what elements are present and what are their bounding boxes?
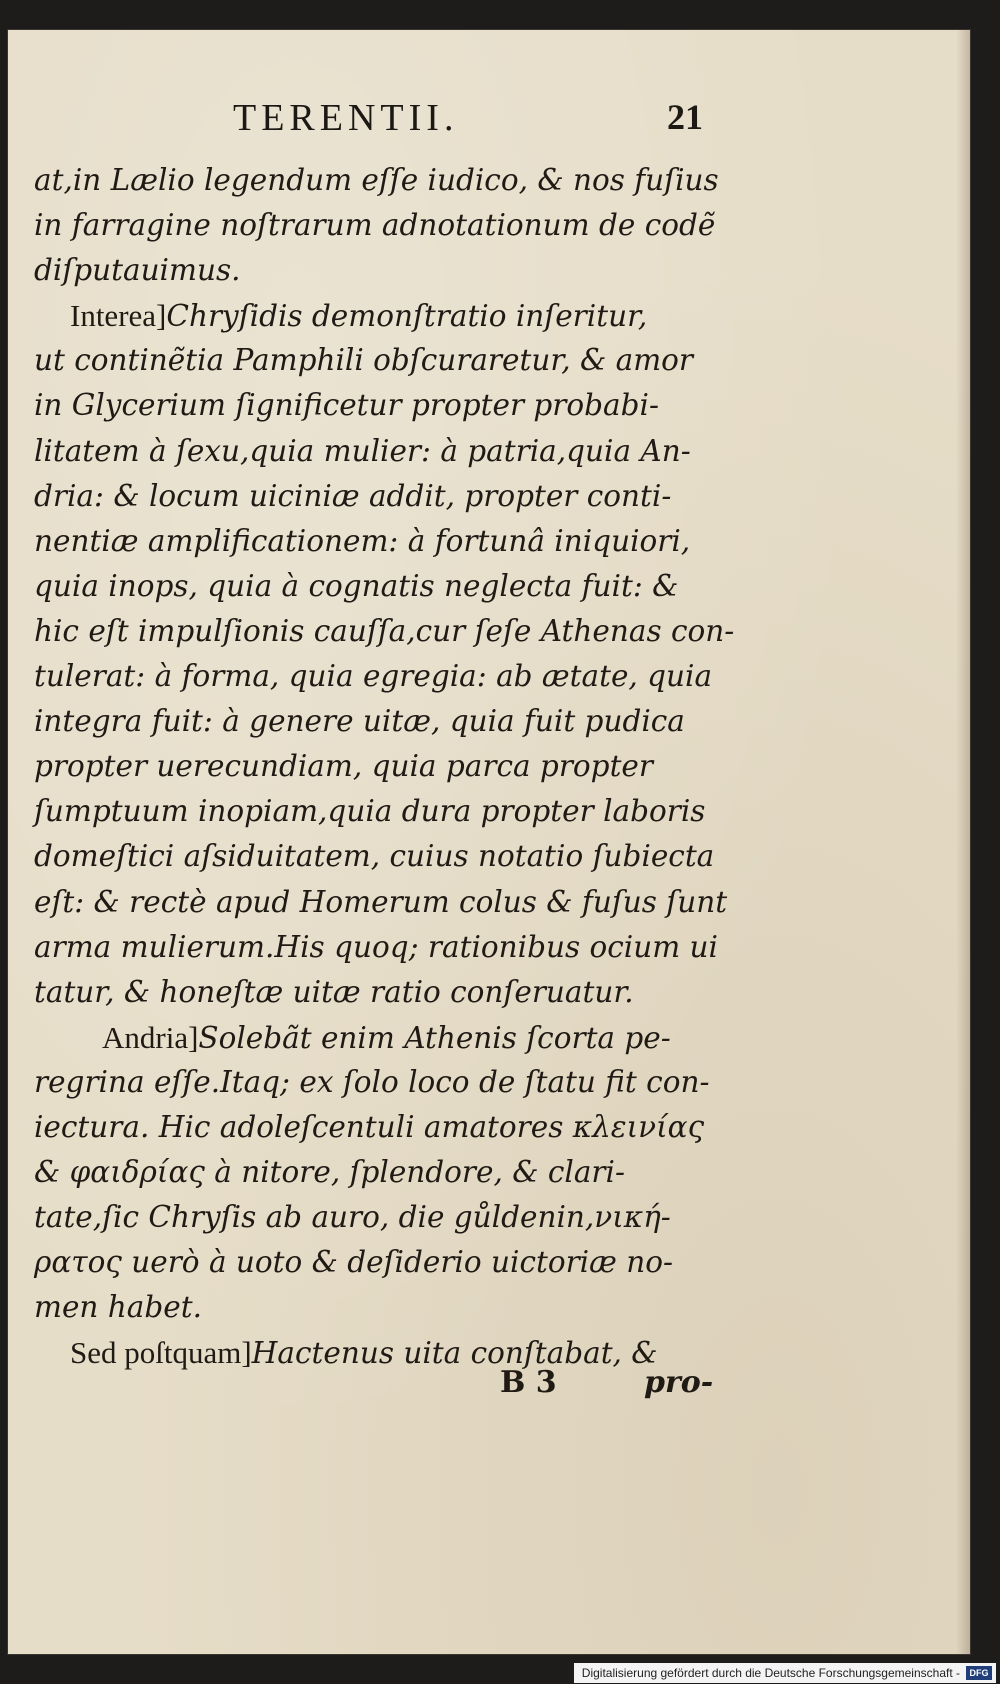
text-line <box>34 248 714 293</box>
digitization-credit <box>574 1663 996 1683</box>
text-line <box>34 925 718 970</box>
catchword-line <box>34 1365 714 1409</box>
text-line <box>34 834 714 879</box>
dfg-logo-icon: DFG <box>966 1666 992 1680</box>
line-text: men habet. <box>34 1290 202 1325</box>
text-line <box>34 293 714 338</box>
text-line <box>34 1240 714 1285</box>
page-number: 21 <box>667 97 703 137</box>
text-line <box>34 564 714 609</box>
text-line <box>34 744 714 789</box>
text-line <box>34 338 714 383</box>
signature-mark: B 3 <box>500 1365 557 1400</box>
text-line <box>34 474 714 519</box>
page-edge-shadow <box>956 30 970 1654</box>
line-text: in farragine noſtrarum adnotationum de codẽ <box>34 208 716 243</box>
lemma: Sed poſtquam] <box>70 1335 252 1371</box>
text-line <box>34 158 719 203</box>
text-line <box>34 654 714 699</box>
line-text: nentiæ amplificationem: à fortunâ iniquiori, <box>34 523 691 558</box>
body-text <box>34 158 735 1376</box>
line-text: quia inops, quia à cognatis neglecta fuit: & <box>34 568 679 603</box>
line-text: at,in Lælio legendum eſſe iudico, & nos fuſius <box>34 163 719 197</box>
line-text: eſt: & rectè apud Homerum colus & fuſus ſunt <box>34 884 728 919</box>
text-line <box>34 203 714 248</box>
text-line <box>34 1150 714 1195</box>
text-line <box>34 699 714 744</box>
line-text: ut continẽtia Pamphili obſcuraretur, & amor <box>34 343 694 378</box>
text-line <box>34 519 714 564</box>
text-line <box>34 970 714 1015</box>
text-line <box>34 429 714 474</box>
line-text: regrina eſſe.Itaq; ex ſolo loco de ſtatu fit con- <box>34 1064 710 1099</box>
line-text: propter uerecundiam, quia parca propter <box>34 749 653 784</box>
line-text: Hactenus uita conſtabat, & <box>251 1336 658 1371</box>
line-text: dria: & locum uiciniæ addit, propter conti- <box>34 478 672 513</box>
line-text: diſputauimus. <box>34 253 241 288</box>
running-head <box>38 96 703 156</box>
credit-text: Digitalisierung gefördert durch die Deutsche Forschungsgemeinschaft - <box>581 1666 960 1680</box>
line-text: hic eſt impulſionis cauſſa,cur ſeſe Athenas con- <box>34 613 735 648</box>
text-line <box>34 1105 714 1150</box>
line-text: in Glycerium ſignificetur propter probabi- <box>34 388 659 423</box>
text-line <box>34 789 714 834</box>
line-text: ρατος uerò à uoto & deſiderio uictoriæ no- <box>34 1245 673 1280</box>
line-text: tatur, & honeſtæ uitæ ratio conſeruatur. <box>34 974 634 1009</box>
catchword: pro- <box>644 1365 714 1400</box>
line-text: tate,ſic Chryſis ab auro, die gůldenin,νική- <box>34 1200 671 1235</box>
line-text: Solebãt enim Athenis ſcorta pe- <box>198 1020 671 1055</box>
text-line <box>34 880 728 925</box>
line-text: arma mulierum.His quoq; rationibus ocium ui <box>34 929 718 964</box>
line-text: ſumptuum inopiam,quia dura propter laboris <box>34 794 706 829</box>
line-text: domeſtici aſsiduitatem, cuius notatio ſubiecta <box>34 839 715 874</box>
text-line <box>34 1015 714 1060</box>
running-head-title: TERENTII. <box>233 97 459 139</box>
text-line <box>34 1060 714 1105</box>
text-line <box>34 1285 714 1330</box>
line-text: Chryſidis demonſtratio inſeritur, <box>166 299 648 334</box>
text-line <box>34 1195 714 1240</box>
line-text: litatem à ſexu,quia mulier: à patria,quia An- <box>34 433 691 468</box>
lemma: Interea] <box>70 298 167 334</box>
line-text: tulerat: à forma, quia egregia: ab ætate, quia <box>34 659 713 694</box>
line-text: & φαιδρίας à nitore, ſplendore, & clari- <box>34 1155 625 1190</box>
text-line <box>34 383 714 428</box>
book-page <box>8 30 970 1654</box>
text-line <box>34 609 735 654</box>
line-text: integra fuit: à genere uitæ, quia fuit pudica <box>34 704 685 739</box>
line-text: iectura. Hic adoleſcentuli amatores κλεινίας <box>34 1109 705 1144</box>
lemma: Andria] <box>102 1019 199 1055</box>
